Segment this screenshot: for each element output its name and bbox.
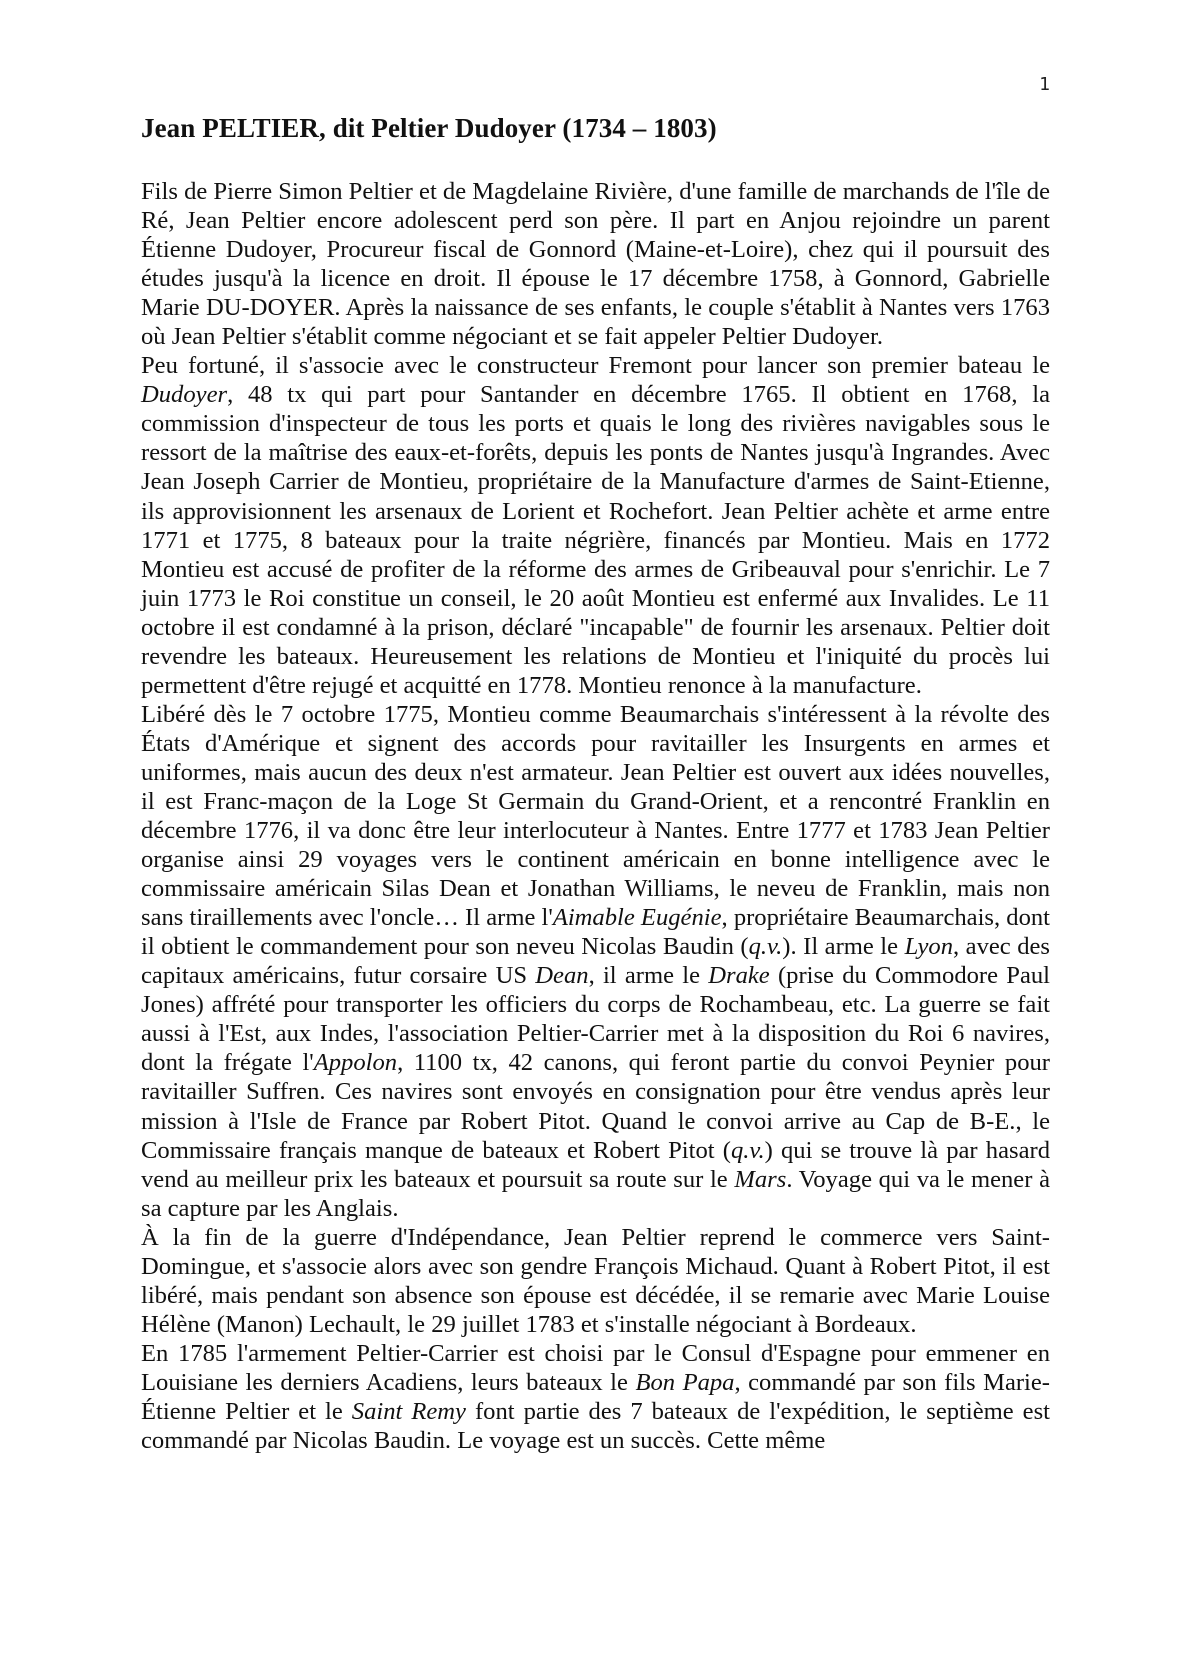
page-number: 1: [1039, 74, 1050, 95]
italic-run: Lyon: [904, 933, 954, 961]
body-paragraph: [141, 177, 1050, 351]
text-run: Peu fortuné, il s'associe avec le constructeur Fremont pour lancer son premier bateau le: [141, 352, 1050, 380]
text-run: font partie des 7 bateaux de l'expédition, le septième est commandé par Nicolas Baudin. Le voyage est un succès. Cette même: [141, 1397, 1050, 1455]
italic-run: Dean: [535, 962, 589, 990]
text-run: Fils de Pierre Simon Peltier et de Magdelaine Rivière, d'une famille de marchands de l'île de Ré, Jean Peltier encore adolescent perd son père. Il part en Anjou rejoindre un parent Étienne Dudoyer, Procureur fiscal de Gonnord (Maine-et-Loire), chez qui il poursuit des études jusqu'à la licence en droit. Il épouse le 17 décembre 1758, à Gonnord, Gabrielle Marie DU-DOYER. Après la naissance de ses enfants, le couple s'établit à Nantes vers 1763 où Jean Peltier s'établit comme négociant et se fait appeler Peltier Dudoyer.: [141, 178, 1050, 351]
italic-run: Aimable Eugénie: [552, 904, 722, 932]
italic-run: Saint Remy: [351, 1397, 466, 1425]
italic-run: Drake: [708, 962, 770, 990]
italic-run: Bon Papa: [635, 1368, 735, 1396]
document-title: Jean PELTIER, dit Peltier Dudoyer (1734 – 1803): [141, 113, 717, 143]
body-paragraph: [141, 1339, 1050, 1455]
body-paragraph: [141, 351, 1050, 700]
text-run: Libéré dès le 7 octobre 1775, Montieu comme Beaumarchais s'intéressent à la révolte des États d'Amérique et signent des accords pour ravitailler les Insurgents en armes et uniformes, mais aucun des deux n'est armateur. Jean Peltier est ouvert aux idées nouvelles, il est Franc-maçon de la Loge St Germain du Grand-Orient, et a rencontré Franklin en décembre 1776, il va donc être leur interlocuteur à Nantes. Entre 1777 et 1783 Jean Peltier organise ainsi 29 voyages vers le continent américain en bonne intelligence avec le commissaire américain Silas Dean et Jonathan Williams, le neveu de Franklin, mais non sans tiraillements avec l'oncle… Il arme l': [141, 700, 1050, 932]
text-run: ) qui se trouve là par hasard vend au meilleur prix les bateaux et poursuit sa route sur le: [141, 1136, 1050, 1193]
text-run: , commandé par son fils Marie-Étienne Peltier et le: [141, 1368, 1051, 1425]
document-body: [141, 177, 1050, 1455]
italic-run: Mars: [734, 1165, 787, 1193]
text-run: , propriétaire Beaumarchais, dont il obtient le commandement pour son neveu Nicolas Baudin (: [141, 904, 1051, 961]
italic-run: Dudoyer: [141, 381, 228, 409]
body-paragraph: [141, 1223, 1050, 1339]
body-paragraph: [141, 700, 1050, 1223]
text-run: En 1785 l'armement Peltier-Carrier est choisi par le Consul d'Espagne pour emmener en Louisiane les derniers Acadiens, leurs bateaux le: [141, 1339, 1050, 1396]
text-run: , 48 tx qui part pour Santander en décembre 1765. Il obtient en 1768, la commission d'inspecteur de tous les ports et quais le long des rivières navigables sous le ressort de la maîtrise des eaux-et-forêts, depuis les ponts de Nantes jusqu'à Ingrandes. Avec Jean Joseph Carrier de Montieu, propriétaire de la Manufacture d'armes de Saint-Etienne, ils approvisionnent les arsenaux de Lorient et Rochefort. Jean Peltier achète et arme entre 1771 et 1775, 8 bateaux pour la traite négrière, financés par Montieu. Mais en 1772 Montieu est accusé de profiter de la réforme des armes de Gribeauval pour s'enrichir. Le 7 juin 1773 le Roi constitue un conseil, le 20 août Montieu est enfermé aux Invalides. Le 11 octobre il est condamné à la prison, déclaré "incapable" de fournir les arsenaux. Peltier doit revendre les bateaux. Heureusement les relations de Montieu et l'iniquité du procès lui permettent d'être rejugé et acquitté en 1778. Montieu renonce à la manufacture.: [141, 381, 1050, 699]
text-run: ). Il arme le: [782, 933, 905, 961]
text-run: . Voyage qui va le mener à sa capture par les Anglais.: [141, 1165, 1050, 1222]
text-run: , il arme le: [588, 962, 709, 990]
text-run: , 1100 tx, 42 canons, qui feront partie du convoi Peynier pour ravitailler Suffren. Ces navires sont envoyés en consignation pour être vendus après leur mission à l'Isle de France par Robert Pitot. Quand le convoi arrive au Cap de B-E., le Commissaire français manque de bateaux et Robert Pitot (: [141, 1049, 1050, 1164]
italic-run: Appolon: [313, 1049, 398, 1077]
italic-run: q.v.: [730, 1136, 765, 1164]
text-run: (prise du Commodore Paul Jones) affrété pour transporter les officiers du corps de Rochambeau, etc. La guerre se fait aussi à l'Est, aux Indes, l'association Peltier-Carrier met à la disposition du Roi 6 navires, dont la frégate l': [141, 962, 1050, 1077]
italic-run: q.v.: [748, 933, 783, 961]
text-run: À la fin de la guerre d'Indépendance, Jean Peltier reprend le commerce vers Saint-Domingue, et s'associe alors avec son gendre François Michaud. Quant à Robert Pitot, il est libéré, mais pendant son absence son épouse est décédée, il se remarie avec Marie Louise Hélène (Manon) Lechault, le 29 juillet 1783 et s'installe négociant à Bordeaux.: [141, 1223, 1050, 1338]
text-run: , avec des capitaux américains, futur corsaire US: [141, 933, 1051, 990]
